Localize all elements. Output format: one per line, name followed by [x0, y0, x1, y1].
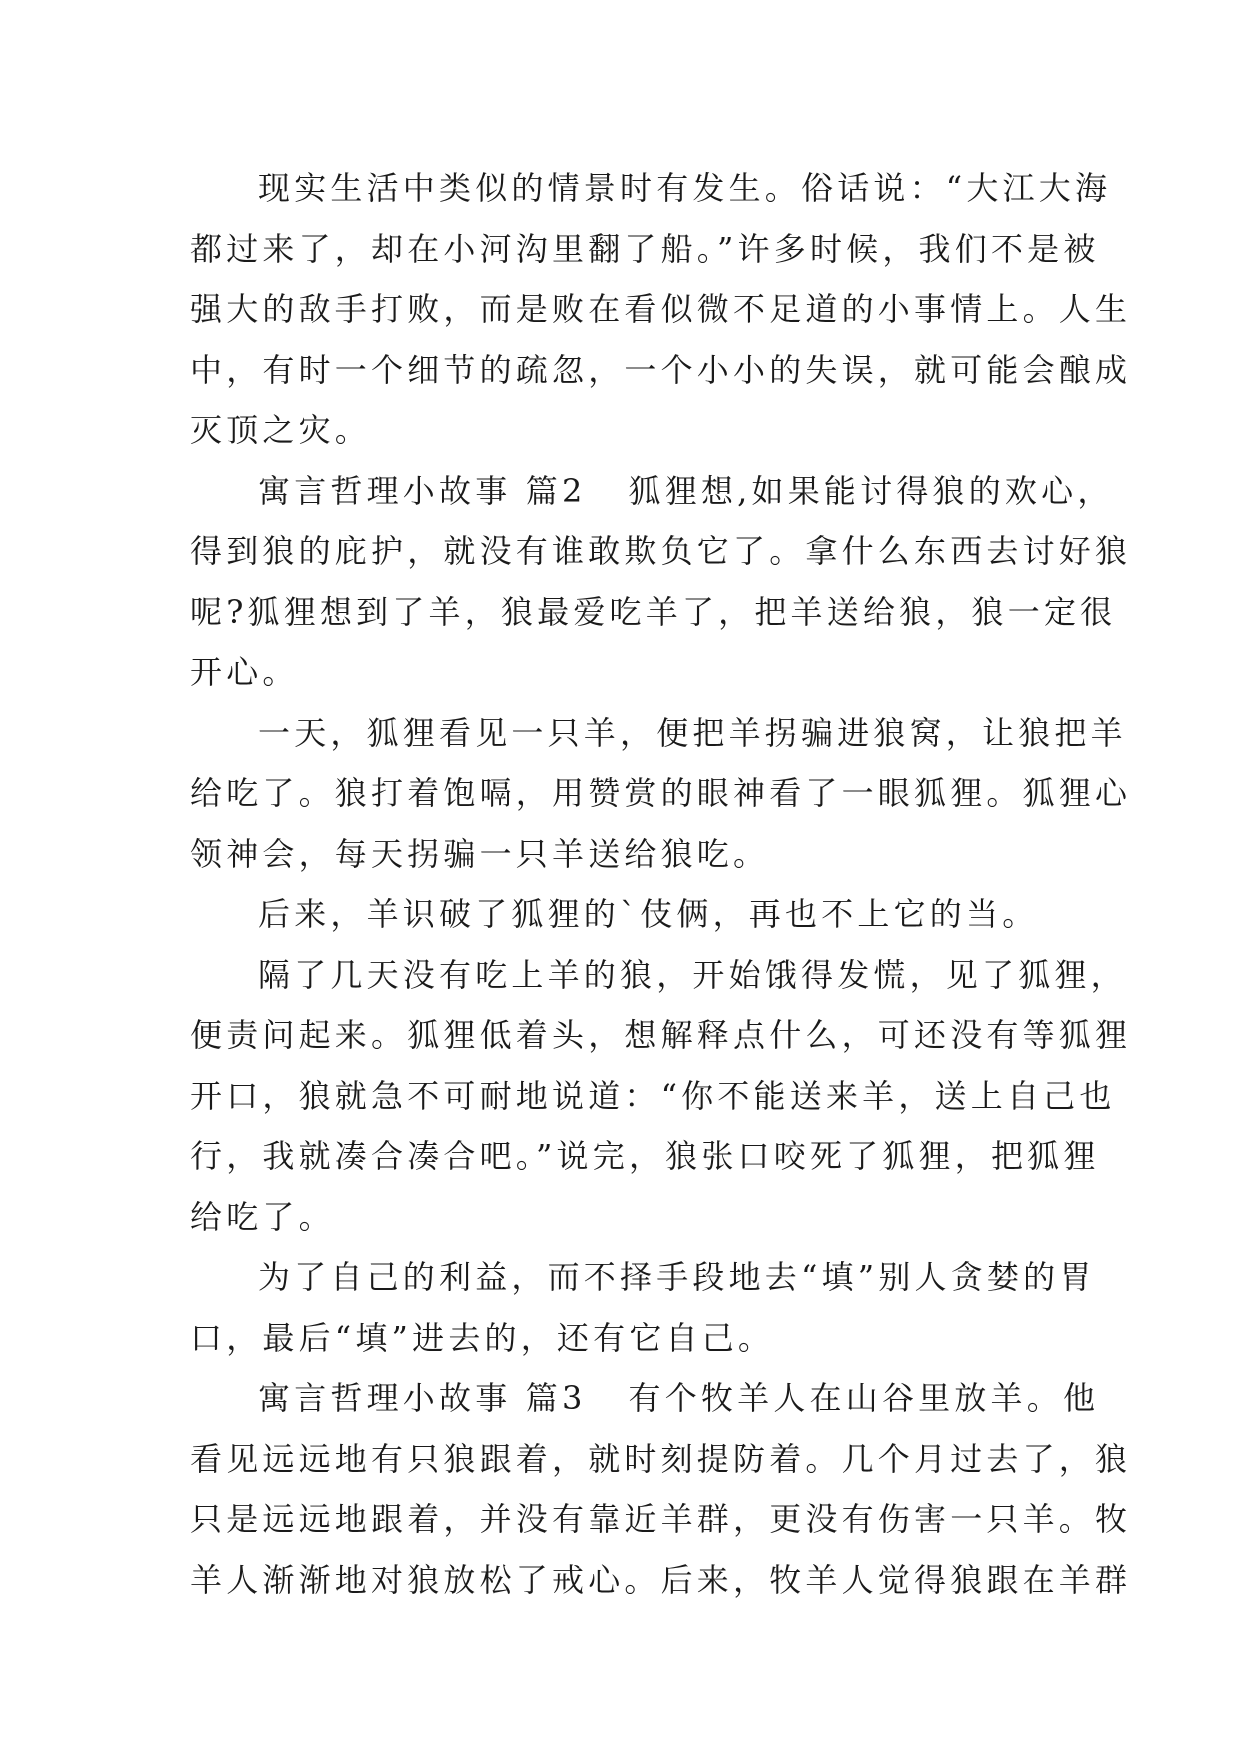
text-line: 开口，狼就急不可耐地说道：“你不能送来羊，送上自己也 [190, 1076, 1116, 1115]
text-line: 给吃了。狼打着饱嗝，用赞赏的眼神看了一眼狐狸。狐狸心 [190, 774, 1132, 812]
text-line: 现实生活中类似的情景时有发生。俗话说：“大江大海 [258, 169, 1112, 207]
section-heading: 寓言哲理小故事 篇2 [258, 471, 587, 510]
text-line: 为了自己的利益，而不择手段地去“填”别人贪婪的胃 [258, 1258, 1096, 1296]
text-line: 行，我就凑合凑合吧。”说完，狼张口咬死了狐狸，把狐狸 [190, 1137, 1100, 1175]
text-line: 强大的敌手打败，而是败在看似微不足道的小事情上。人生 [190, 290, 1132, 328]
text-line: 口，最后“填”进去的，还有它自己。 [190, 1318, 775, 1357]
text-line: 呢?狐狸想到了羊，狼最爱吃羊了，把羊送给狼，狼一定很 [190, 592, 1117, 631]
document-body [190, 158, 1132, 1610]
section-heading: 寓言哲理小故事 篇3 [258, 1379, 587, 1417]
text-line: 后来，羊识破了狐狸的`伎俩，再也不上它的当。 [258, 895, 1039, 933]
text-line: 开心。 [190, 653, 299, 691]
text-line: 看见远远地有只狼跟着，就时刻提防着。几个月过去了，狼 [190, 1439, 1132, 1478]
text-line: 都过来了，却在小河沟里翻了船。”许多时候，我们不是被 [190, 229, 1100, 268]
section-heading-line [190, 1368, 1100, 1429]
text-line: 得到狼的庇护，就没有谁敢欺负它了。拿什么东西去讨好狼 [190, 532, 1132, 570]
text-line: 给吃了。 [190, 1197, 335, 1236]
text-line: 中，有时一个细节的疏忽，一个小小的失误，就可能会酿成 [190, 350, 1132, 389]
text-line: 羊人渐渐地对狼放松了戒心。后来，牧羊人觉得狼跟在羊群 [190, 1560, 1132, 1599]
text-line: 灭顶之灾。 [190, 411, 372, 449]
section-heading-line [190, 461, 1114, 522]
text-line: 便责问起来。狐狸低着头，想解释点什么，可还没有等狐狸 [190, 1016, 1132, 1054]
text-line: 领神会，每天拐骗一只羊送给狼吃。 [190, 834, 770, 873]
text-line: 一天，狐狸看见一只羊，便把羊拐骗进狼窝，让狼把羊 [258, 713, 1127, 752]
text-line: 隔了几天没有吃上羊的狼，开始饿得发慌，见了狐狸， [258, 955, 1127, 994]
text-line: 只是远远地跟着，并没有靠近羊群，更没有伤害一只羊。牧 [190, 1500, 1132, 1538]
text-line: 狐狸想,如果能讨得狼的欢心， [628, 471, 1114, 510]
text-line: 有个牧羊人在山谷里放羊。他 [628, 1379, 1100, 1417]
